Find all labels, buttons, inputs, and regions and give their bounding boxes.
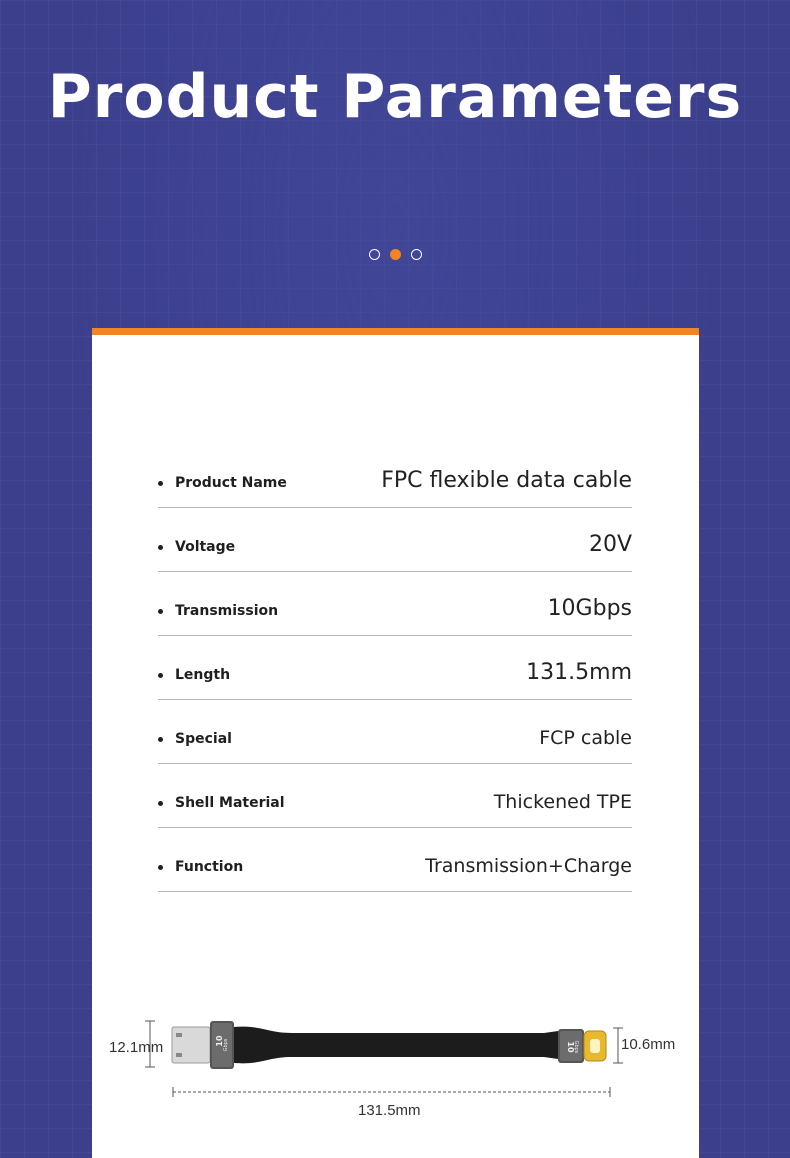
- param-label: Special: [175, 731, 232, 747]
- param-value: Transmission+Charge: [425, 855, 632, 877]
- bullet-icon: [158, 673, 163, 678]
- pagination-dots: [0, 249, 790, 260]
- bullet-icon: [158, 545, 163, 550]
- param-row-function: [158, 828, 632, 892]
- plug-label-left-bottom: Gbps: [223, 1038, 229, 1052]
- dimension-height-right: 10.6mm: [621, 1036, 676, 1053]
- param-row-product-name: [158, 444, 632, 508]
- param-label: Function: [175, 859, 244, 875]
- pagination-dot-active[interactable]: [390, 249, 401, 260]
- param-label: Voltage: [175, 539, 236, 555]
- parameters-card: [92, 328, 699, 1158]
- param-value: FPC flexible data cable: [381, 468, 632, 493]
- param-row-length: [158, 636, 632, 700]
- dimension-height-left: 12.1mm: [109, 1039, 164, 1056]
- parameters-table: [158, 444, 632, 892]
- bullet-icon: [158, 737, 163, 742]
- page-title: Product Parameters: [47, 62, 743, 132]
- param-value: Thickened TPE: [493, 791, 632, 813]
- plug-label-right-bottom: Gbps: [573, 1040, 579, 1054]
- plug-label-right-top: 10: [566, 1041, 575, 1053]
- param-label: Transmission: [175, 603, 279, 619]
- dimension-length: 131.5mm: [358, 1102, 421, 1119]
- bullet-icon: [158, 801, 163, 806]
- param-row-shell-material: [158, 764, 632, 828]
- cable-diagram: [92, 995, 699, 1135]
- bullet-icon: [158, 481, 163, 486]
- bullet-icon: [158, 609, 163, 614]
- param-row-transmission: [158, 572, 632, 636]
- param-value: FCP cable: [539, 727, 632, 749]
- flat-cable: [234, 1027, 558, 1064]
- param-value: 10Gbps: [547, 596, 632, 621]
- param-label: Shell Material: [175, 795, 285, 811]
- param-value: 131.5mm: [526, 660, 632, 685]
- param-value: 20V: [588, 532, 632, 557]
- plug-label-left-top: 10: [215, 1035, 224, 1047]
- usb-a-plug: [172, 1027, 210, 1063]
- param-label: Product Name: [175, 475, 287, 491]
- pagination-dot[interactable]: [411, 249, 422, 260]
- pagination-dot[interactable]: [369, 249, 380, 260]
- param-row-special: [158, 700, 632, 764]
- param-row-voltage: [158, 508, 632, 572]
- bullet-icon: [158, 865, 163, 870]
- param-label: Length: [175, 667, 231, 683]
